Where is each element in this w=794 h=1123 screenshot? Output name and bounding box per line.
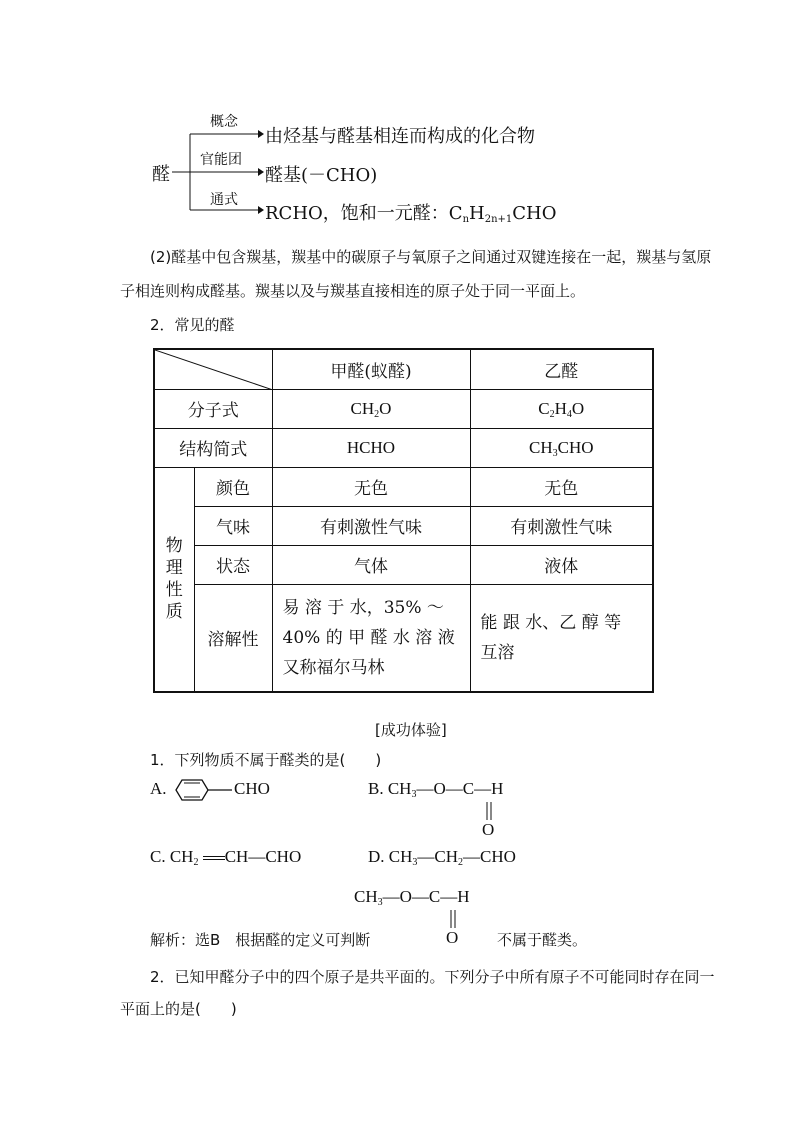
aldehyde-properties-table: [153, 348, 654, 693]
state-acetaldehyde: 液体: [470, 545, 653, 584]
analysis-suffix: 不属于醛类。: [497, 931, 588, 949]
row-label-physical-properties: 物 理 性 质: [154, 467, 194, 692]
row-label-solubility: 溶解性: [194, 584, 272, 692]
question-1-stem: 1．下列物质不属于醛类的是( ): [150, 751, 382, 769]
state-formaldehyde: 气体: [272, 545, 470, 584]
color-acetaldehyde: 无色: [470, 467, 653, 506]
option-b-structure: B. $CH_3—O—C—H$: [368, 779, 504, 800]
option-a-group: CHO: [234, 779, 270, 798]
row-label-structural-formula: 结构简式: [154, 428, 272, 467]
smell-acetaldehyde: 有刺激性气味: [470, 506, 653, 545]
header-acetaldehyde: 乙醛: [470, 349, 653, 389]
branch-content-functional-group: 醛基(－CHO): [265, 165, 378, 186]
benzene-ring-icon: [172, 778, 234, 802]
question-2-line-1: 2．已知甲醛分子中的四个原子是共平面的。下列分子中所有原子不可能同时存在同一: [150, 968, 715, 986]
row-label-color: 颜色: [194, 467, 272, 506]
row-label-state: 状态: [194, 545, 272, 584]
option-b-double-bond: [484, 800, 494, 822]
paragraph-2-line-1: (2)醛基中包含羰基，羰基中的碳原子与氧原子之间通过双键连接在一起，羰基与氢原: [150, 248, 712, 266]
branch-label-general-formula: 通式: [210, 192, 238, 208]
question-2-line-2: 平面上的是( ): [120, 1000, 237, 1018]
smell-formaldehyde: 有刺激性气味: [272, 506, 470, 545]
solubility-formaldehyde: 易 溶 于 水，35% ～ 40% 的 甲 醛 水 溶 液 又称福尔马林: [272, 584, 470, 692]
branch-label-concept: 概念: [210, 114, 238, 130]
molecular-formula-acetaldehyde: $C_2H_4O$: [470, 389, 653, 428]
section-title-common-aldehydes: 2．常见的醛: [150, 316, 235, 334]
table-corner-cell: [154, 349, 272, 389]
branch-content-general-formula: RCHO，饱和一元醛：$C_nH_{2n+1}CHO$: [265, 203, 557, 225]
structural-formula-acetaldehyde: $CH_3CHO$: [470, 428, 653, 467]
solubility-acetaldehyde: 能 跟 水、乙 醇 等 互溶: [470, 584, 653, 692]
color-formaldehyde: 无色: [272, 467, 470, 506]
row-label-molecular-formula: 分子式: [154, 389, 272, 428]
analysis-prefix: 解析：选B 根据醛的定义可判断: [150, 931, 371, 949]
paragraph-2-line-2: 子相连则构成醛基。羰基以及与羰基直接相连的原子处于同一平面上。: [120, 282, 586, 300]
analysis-double-bond: [448, 908, 458, 930]
branch-content-concept: 由烃基与醛基相连而构成的化合物: [265, 126, 535, 147]
row-label-smell: 气味: [194, 506, 272, 545]
diagram-root: 醛: [152, 164, 170, 185]
header-formaldehyde: 甲醛(蚁醛): [272, 349, 470, 389]
option-b-oxygen: O: [482, 820, 495, 839]
structural-formula-formaldehyde: HCHO: [272, 428, 470, 467]
molecular-formula-formaldehyde: $CH_2O$: [272, 389, 470, 428]
analysis-structure: $CH_3—O—C—H$: [354, 887, 470, 908]
option-a-label: A.: [150, 779, 167, 798]
branch-label-functional-group: 官能团: [200, 152, 242, 168]
option-c-structure: C. $CH_2$ CH—CHO: [150, 847, 302, 868]
analysis-oxygen: O: [446, 928, 459, 947]
option-d-structure: D. $CH_3—CH_2—CHO$: [368, 847, 516, 868]
experience-heading: [成功体验]: [375, 721, 447, 739]
